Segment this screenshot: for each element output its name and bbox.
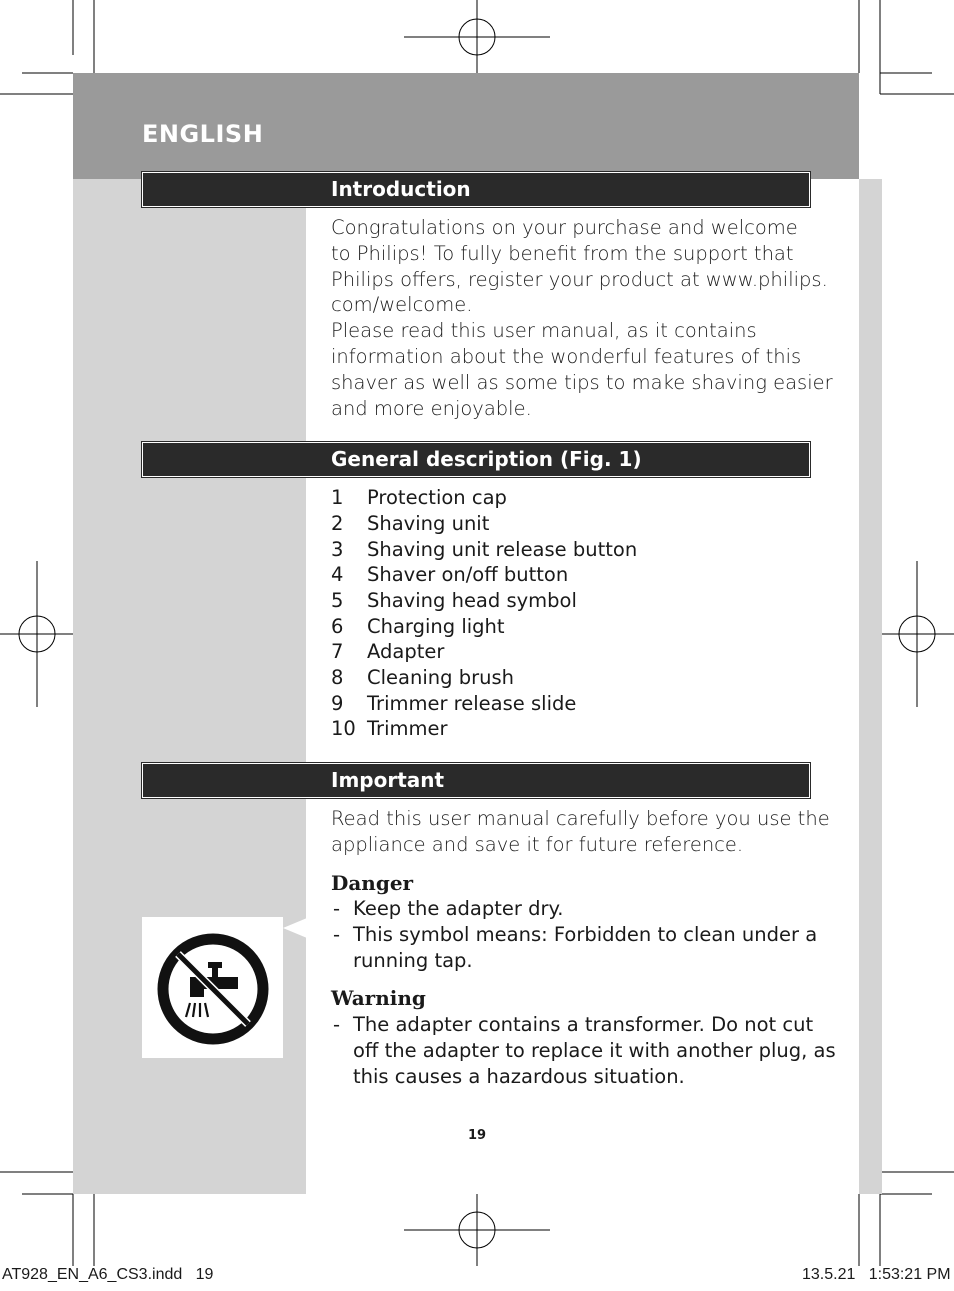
- warning-heading: Warning: [331, 986, 426, 1010]
- page-number: 19: [468, 1128, 487, 1143]
- symbol-box: [142, 917, 283, 1058]
- bullet-text: [353, 1012, 836, 1089]
- danger-heading: Danger: [331, 871, 414, 895]
- print-slug-timestamp: 13.5.21 1:53:21 PM: [802, 1266, 951, 1283]
- item-number: 8: [331, 666, 344, 689]
- section-bar-general-description: [142, 442, 810, 477]
- bullet-text: [353, 922, 817, 974]
- right-margin-strip: [859, 179, 882, 1194]
- section-title: General description (Fig. 1): [331, 447, 642, 471]
- item-number: 5: [331, 589, 344, 612]
- item-label: Charging light: [367, 615, 505, 638]
- text-line: Read this user manual carefully before you use the: [331, 807, 830, 830]
- section-bar-introduction: [142, 172, 810, 207]
- item-number: 10: [331, 717, 356, 740]
- text-line: This symbol means: Forbidden to clean under a: [353, 923, 818, 946]
- text-line: shaver as well as some tips to make shaving easier: [331, 370, 833, 394]
- item-label: Shaving unit: [367, 512, 490, 535]
- item-label: Shaver on/off button: [367, 563, 569, 586]
- introduction-text: [331, 215, 833, 421]
- item-label: Shaving head symbol: [367, 589, 577, 612]
- item-label: Adapter: [367, 640, 445, 663]
- text-line: com/welcome.: [331, 293, 473, 317]
- item-number: 9: [331, 692, 344, 715]
- text-line: this causes a hazardous situation.: [353, 1064, 685, 1088]
- bullet-dash: -: [333, 923, 341, 946]
- section-bar-important: [142, 763, 810, 798]
- important-intro-text: [331, 806, 830, 858]
- item-label: Trimmer release slide: [367, 692, 577, 715]
- item-number: 4: [331, 563, 344, 586]
- item-number: 6: [331, 615, 344, 638]
- text-line: to Philips! To fully benefit from the support that: [331, 241, 794, 265]
- text-line: Congratulations on your purchase and welcome: [331, 216, 798, 239]
- text-line: The adapter contains a transformer. Do not cut: [353, 1013, 814, 1036]
- bullet-dash: -: [333, 897, 341, 920]
- no-running-tap-icon: [142, 917, 283, 1058]
- item-number: 3: [331, 538, 344, 561]
- item-label: Cleaning brush: [367, 666, 514, 689]
- text-line: Please read this user manual, as it contains: [331, 319, 757, 343]
- section-title: Introduction: [331, 177, 471, 201]
- item-number: 7: [331, 640, 344, 663]
- text-line: information about the wonderful features of this: [331, 344, 802, 368]
- bullet-dash: -: [333, 1013, 341, 1036]
- text-line: Philips offers, register your product at www.philips.: [331, 267, 828, 291]
- item-label: Trimmer: [367, 717, 448, 740]
- text-line: off the adapter to replace it with another plug, as: [353, 1038, 836, 1062]
- text-line: Keep the adapter dry.: [353, 897, 564, 920]
- print-slug-file: AT928_EN_A6_CS3.indd 19: [2, 1266, 214, 1283]
- item-number: 2: [331, 512, 344, 535]
- language-title: ENGLISH: [142, 120, 264, 148]
- section-title: Important: [331, 768, 445, 792]
- text-line: and more enjoyable.: [331, 396, 532, 420]
- item-number: 1: [331, 486, 344, 509]
- item-label: Shaving unit release button: [367, 538, 638, 561]
- bullet-text: [353, 896, 563, 922]
- text-line: running tap.: [353, 948, 473, 972]
- item-label: Protection cap: [367, 486, 507, 509]
- text-line: appliance and save it for future reference.: [331, 832, 744, 856]
- symbol-pointer: [283, 918, 307, 938]
